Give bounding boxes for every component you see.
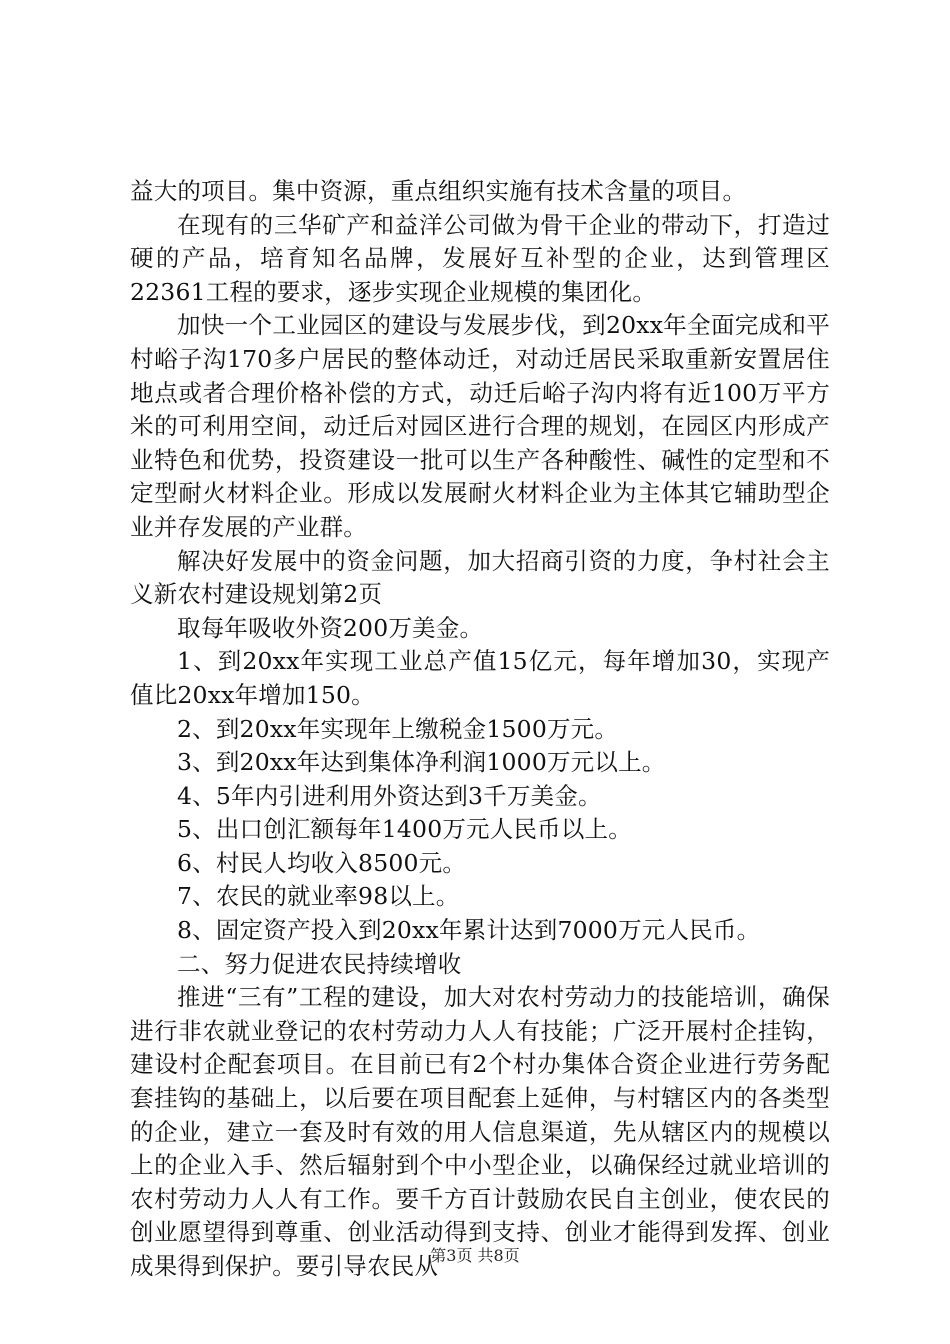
- paragraph-5: 取每年吸收外资200万美金。: [177, 613, 484, 642]
- list-item-3: 3、到20xx年达到集体净利润1000万元以上。: [177, 748, 666, 777]
- list-item-4: 4、5年内引进利用外资达到3千万美金。: [177, 781, 602, 810]
- list-item-6: 6、村民人均收入8500元。: [177, 848, 467, 877]
- list-item-2: 2、到20xx年实现年上缴税金1500万元。: [177, 714, 619, 743]
- section-heading: 二、努力促进农民持续增收: [177, 949, 462, 978]
- list-item-1: 1、到20xx年实现工业总产值15亿元，每年增加30，实现产值比20xx年增加150。: [130, 647, 830, 709]
- page-number-label: 第3页 共8页: [430, 1246, 520, 1265]
- paragraph-3: 加快一个工业园区的建设与发展步伐，到20xx年全面完成和平村峪子沟170多户居民的整体动迁，对动迁居民采取重新安置居住地点或者合理价格补偿的方式，动迁后峪子沟内将有近100万平方米的可利用空间，动迁后对园区进行合理的规划，在园区内形成产业特色和优势，投资建设一批可以生产各种酸性、碱性的定型和不定型耐火材料企业。形成以发展耐火材料企业为主体其它辅助型企业并存发展的产业群。: [130, 311, 830, 541]
- paragraph-4: 解决好发展中的资金问题，加大招商引资的力度，争村社会主义新农村建设规划第2页: [130, 546, 830, 609]
- list-item-5: 5、出口创汇额每年1400万元人民币以上。: [177, 815, 632, 844]
- list-item-8: 8、固定资产投入到20xx年累计达到7000万元人民币。: [177, 916, 761, 945]
- page-footer: [0, 1246, 950, 1266]
- paragraph-1: 益大的项目。集中资源，重点组织实施有技术含量的项目。: [130, 177, 747, 205]
- paragraph-2: 在现有的三华矿产和益洋公司做为骨干企业的带动下，打造过硬的产品，培育知名品牌，发展好互补型的企业，达到管理区22361工程的要求，逐步实现企业规模的集团化。: [130, 210, 830, 306]
- document-body: [130, 175, 830, 1284]
- paragraph-6: 推进“三有”工程的建设，加大对农村劳动力的技能培训，确保进行非农就业登记的农村劳动力人人有技能；广泛开展村企挂钩，建设村企配套项目。在目前已有2个村办集体合资企业进行劳务配套挂钩的基础上，以后要在项目配套上延伸，与村辖区内的各类型的企业，建立一套及时有效的用人信息渠道，先从辖区内的规模以上的企业入手、然后辐射到个中小型企业，以确保经过就业培训的农村劳动力人人有工作。要千方百计鼓励农民自主创业，使农民的创业愿望得到尊重、创业活动得到支持、创业才能得到发挥、创业成果得到保护。要引导农民从: [130, 983, 830, 1280]
- list-item-7: 7、农民的就业率98以上。: [177, 882, 460, 911]
